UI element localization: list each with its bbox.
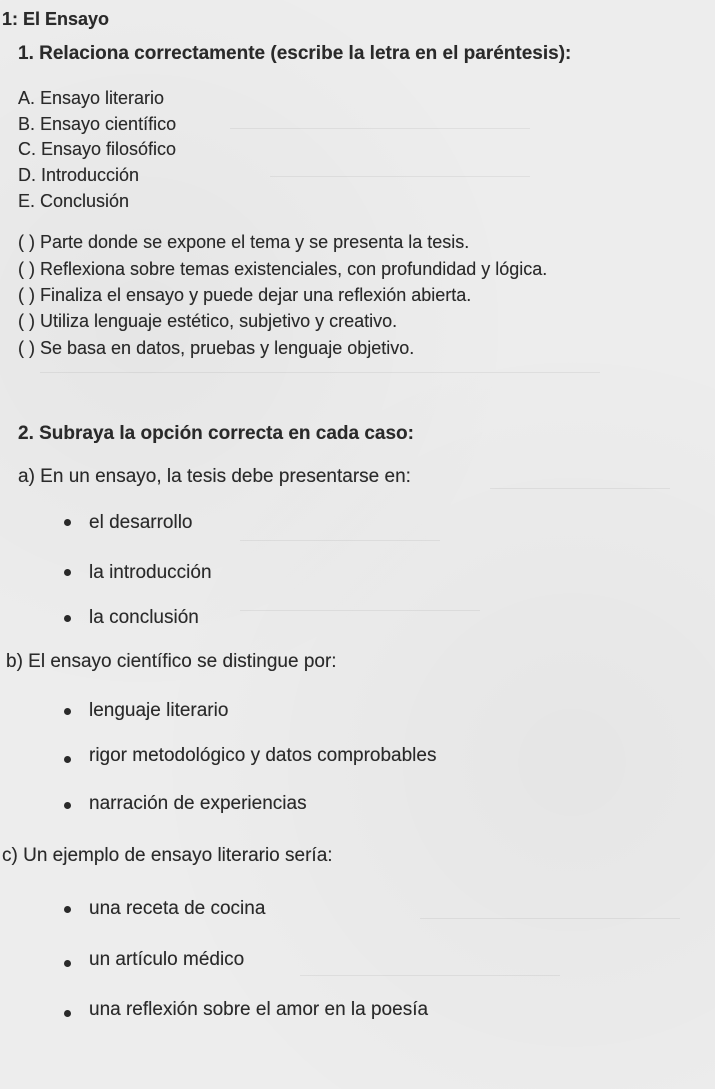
bullet-icon bbox=[64, 1010, 71, 1017]
option-item: E. Conclusión bbox=[18, 191, 130, 211]
bullet-icon bbox=[64, 569, 71, 576]
background-rule bbox=[230, 128, 530, 129]
option-item: B. Ensayo científico bbox=[18, 114, 177, 134]
question-c-prompt: c) Un ejemplo de ensayo literario sería: bbox=[2, 845, 333, 866]
background-rule bbox=[420, 918, 680, 919]
choice-b2[interactable]: rigor metodológico y datos comprobables bbox=[89, 745, 437, 766]
question-a-prompt: a) En un ensayo, la tesis debe presentarse en: bbox=[18, 466, 411, 487]
choice-a3[interactable]: la conclusión bbox=[89, 607, 199, 628]
choice-a2[interactable]: la introducción bbox=[89, 562, 212, 583]
background-rule bbox=[40, 372, 600, 373]
option-item: C. Ensayo filosófico bbox=[18, 139, 177, 159]
bullet-icon bbox=[64, 615, 71, 622]
statement-item[interactable]: ( ) Parte donde se expone el tema y se presenta la tesis. bbox=[18, 232, 470, 252]
choice-a1[interactable]: el desarrollo bbox=[89, 512, 193, 533]
option-item: D. Introducción bbox=[18, 165, 140, 185]
question-b-prompt: b) El ensayo científico se distingue por: bbox=[6, 651, 337, 672]
bullet-icon bbox=[64, 802, 71, 809]
background-rule bbox=[270, 176, 530, 177]
choice-b1[interactable]: lenguaje literario bbox=[89, 700, 229, 721]
choice-c3[interactable]: una reflexión sobre el amor en la poesía bbox=[89, 999, 429, 1020]
choice-b3[interactable]: narración de experiencias bbox=[89, 793, 307, 814]
option-item: A. Ensayo literario bbox=[18, 88, 165, 108]
background-rule bbox=[240, 540, 440, 541]
statement-item[interactable]: ( ) Se basa en datos, pruebas y lenguaje objetivo. bbox=[18, 338, 415, 358]
background-rule bbox=[300, 975, 560, 976]
statement-item[interactable]: ( ) Reflexiona sobre temas existenciales, con profundidad y lógica. bbox=[18, 259, 548, 279]
statement-item[interactable]: ( ) Utiliza lenguaje estético, subjetivo y creativo. bbox=[18, 311, 398, 331]
statement-item[interactable]: ( ) Finaliza el ensayo y puede dejar una reflexión abierta. bbox=[18, 285, 472, 305]
background-rule bbox=[240, 610, 480, 611]
bullet-icon bbox=[64, 708, 71, 715]
section1-question: 1. Relaciona correctamente (escribe la letra en el paréntesis): bbox=[18, 43, 572, 64]
bullet-icon bbox=[64, 960, 71, 967]
page-title: 1: El Ensayo bbox=[2, 9, 110, 29]
bullet-icon bbox=[64, 756, 71, 763]
bullet-icon bbox=[64, 906, 71, 913]
choice-c1[interactable]: una receta de cocina bbox=[89, 898, 266, 919]
bullet-icon bbox=[64, 519, 71, 526]
choice-c2[interactable]: un artículo médico bbox=[89, 949, 245, 970]
section2-question: 2. Subraya la opción correcta en cada caso: bbox=[18, 423, 414, 444]
background-rule bbox=[490, 488, 670, 489]
